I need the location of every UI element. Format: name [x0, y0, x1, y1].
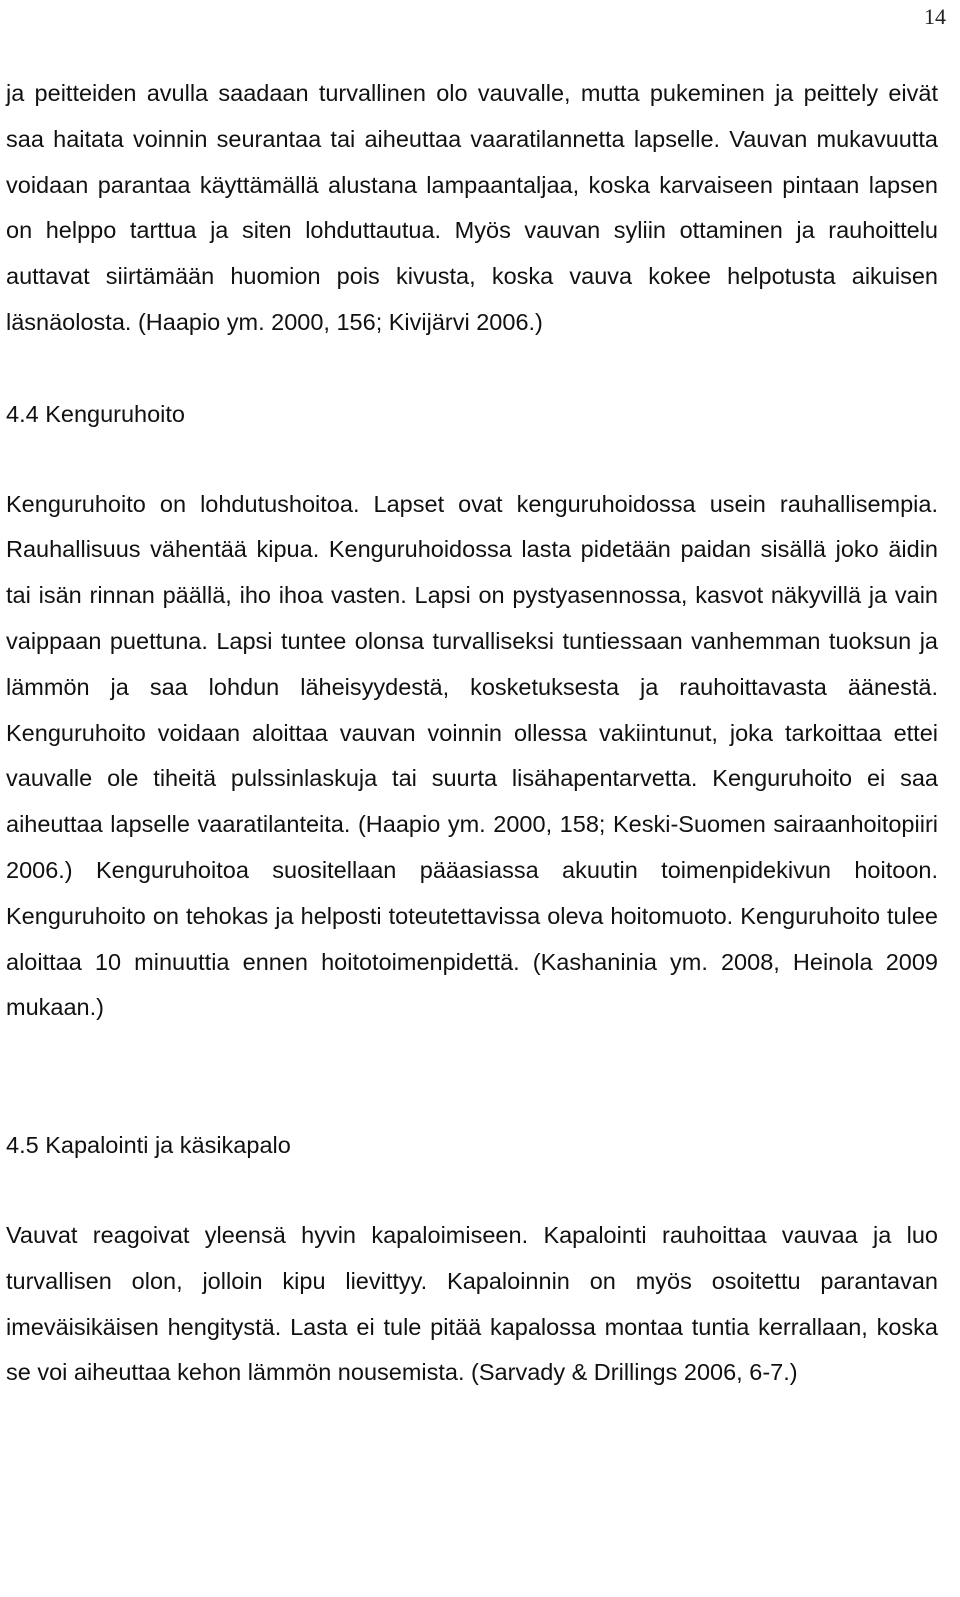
section-heading-kenguruhoito: 4.4 Kenguruhoito	[6, 400, 186, 427]
intro-paragraph: ja peitteiden avulla saadaan turvallinen olo vauvalle, mutta pukeminen ja peittely eivät saa haitata voinnin seurantaa tai aiheuttaa vaaratilannetta lapselle. Vauvan mukavuutta voidaan parantaa käyttämällä alustana lampaantaljaa, koska karvaiseen pintaan lapsen on helppo tarttua ja siten lohduttautua. Myös vauvan syliin ottaminen ja rauhoittelu auttavat siirtämään huomion pois kivusta, koska vauva kokee helpotusta aikuisen läsnäolosta. (Haapio ym. 2000, 156; Kivijärvi 2006.)	[6, 80, 938, 335]
kenguruhoito-paragraph: Kenguruhoito on lohdutushoitoa. Lapset ovat kenguruhoidossa usein rauhallisempia. Rauhallisuus vähentää kipua. Kenguruhoidossa lasta pidetään paidan sisällä joko äidin tai isän rinnan päällä, iho ihoa vasten. Lapsi on pystyasennossa, kasvot näkyvillä ja vain vaippaan puettuna. Lapsi tuntee olonsa turvalliseksi tuntiessaan vanhemman tuoksun ja lämmön ja saa lohdun läheisyydestä, kosketuksesta ja rauhoittavasta äänestä. Kenguruhoito voidaan aloittaa vauvan voinnin ollessa vakiintunut, joka tarkoittaa ettei vauvalle ole tiheitä pulssinlaskuja tai suurta lisähapentarvetta. Kenguruhoito ei saa aiheuttaa lapselle vaaratilanteita. (Haapio ym. 2000, 158; Keski-Suomen sairaanhoitopiiri 2006.) Kenguruhoitoa suositellaan pääasiassa akuutin toimenpidekivun hoitoon. Kenguruhoito on tehokas ja helposti toteutettavissa oleva hoitomuoto. Kenguruhoito tulee aloittaa 10 minuuttia ennen hoitotoimenpidettä. (Kashaninia ym. 2008, Heinola 2009 mukaan.)	[6, 490, 938, 1021]
page-number: 14	[924, 4, 946, 29]
section-heading-kapalointi: 4.5 Kapalointi ja käsikapalo	[6, 1132, 291, 1159]
kapalointi-paragraph: Vauvat reagoivat yleensä hyvin kapaloimiseen. Kapalointi rauhoittaa vauvaa ja luo turvallisen olon, jolloin kipu lievittyy. Kapaloinnin on myös osoitettu parantavan imeväisikäisen hengitystä. Lasta ei tule pitää kapalossa montaa tuntia kerrallaan, koska se voi aiheuttaa kehon lämmön nousemista. (Sarvady & Drillings 2006, 6-7.)	[6, 1221, 938, 1386]
document-body	[6, 71, 938, 1396]
